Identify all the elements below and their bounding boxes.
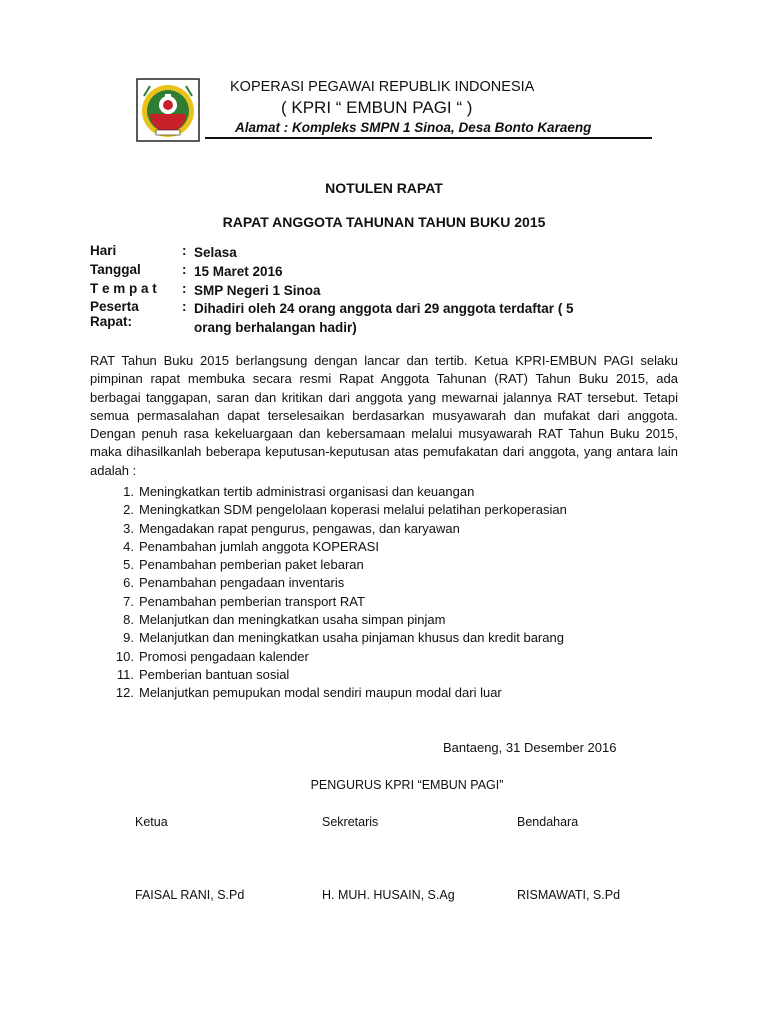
item-text: Meningkatkan SDM pengelolaan koperasi melalui pelatihan perkoperasian bbox=[139, 502, 567, 518]
org-address: Alamat : Kompleks SMPN 1 Sinoa, Desa Bonto Karaeng bbox=[235, 120, 592, 135]
place-date: Bantaeng, 31 Desember 2016 bbox=[443, 740, 617, 755]
list-item bbox=[90, 483, 690, 501]
list-item bbox=[90, 684, 690, 702]
kpri-emblem-icon bbox=[136, 78, 200, 142]
item-number: 3. bbox=[123, 520, 134, 536]
list-item bbox=[90, 666, 690, 684]
item-text: Melanjutkan dan meningkatkan usaha pinjaman khusus dan kredit barang bbox=[139, 630, 564, 646]
item-number: 11. bbox=[116, 666, 134, 682]
signatory-role-bendahara: Bendahara bbox=[517, 815, 579, 829]
info-row-date bbox=[90, 262, 614, 281]
list-item bbox=[90, 593, 690, 611]
item-text: Promosi pengadaan kalender bbox=[139, 648, 309, 664]
document-title: NOTULEN RAPAT bbox=[325, 180, 443, 196]
item-text: Melanjutkan dan meningkatkan usaha simpan pinjam bbox=[139, 612, 446, 628]
list-item bbox=[90, 520, 690, 538]
info-value: Selasa bbox=[194, 245, 237, 260]
item-number: 9. bbox=[123, 630, 134, 646]
body-paragraph: RAT Tahun Buku 2015 berlangsung dengan lancar dan tertib. Ketua KPRI-EMBUN PAGI selaku pimpinan rapat membuka secara resmi Rapat Anggota Tahunan (RAT) Tahun Buku 2015, ada berbagai tanggapan, saran dan kritikan dari anggota yang mewarnai jalannya RAT tersebut. Tetapi semua permasalahan dapat terselesaikan berdasarkan musyawarah dan mufakat dari anggota. Dengan penuh rasa kekeluargaan dan kebersamaan melalui musyawarah RAT Tahun Buku 2015, maka dihasilkanlah beberapa keputusan-keputusan atas pemufakatan dari anggota, yang antara lain adalah : bbox=[90, 353, 678, 478]
signatory-name-sekretaris: H. MUH. HUSAIN, S.Ag bbox=[322, 888, 455, 902]
item-text: Penambahan pemberian transport RAT bbox=[139, 593, 365, 609]
list-item bbox=[90, 556, 690, 574]
info-colon: : bbox=[182, 281, 187, 296]
signatory-role-ketua: Ketua bbox=[135, 815, 168, 829]
list-item bbox=[90, 629, 690, 647]
info-label: Tanggal bbox=[90, 262, 141, 277]
item-number: 8. bbox=[123, 612, 134, 628]
item-number: 7. bbox=[123, 593, 134, 609]
item-number: 5. bbox=[123, 557, 134, 573]
item-number: 2. bbox=[123, 502, 134, 518]
item-number: 6. bbox=[123, 575, 134, 591]
item-text: Meningkatkan tertib administrasi organisasi dan keuangan bbox=[139, 484, 475, 499]
org-short-name: ( KPRI “ EMBUN PAGI “ ) bbox=[281, 98, 473, 117]
signatory-name-ketua: FAISAL RANI, S.Pd bbox=[135, 888, 245, 902]
org-name: KOPERASI PEGAWAI REPUBLIK INDONESIA bbox=[230, 79, 535, 95]
list-item bbox=[90, 538, 690, 556]
item-text: Penambahan jumlah anggota KOPERASI bbox=[139, 538, 379, 554]
list-item bbox=[90, 611, 690, 629]
item-text: Penambahan pemberian paket lebaran bbox=[139, 557, 364, 573]
info-label: Hari bbox=[90, 243, 117, 258]
document-subtitle: RAPAT ANGGOTA TAHUNAN TAHUN BUKU 2015 bbox=[222, 214, 546, 230]
info-colon: : bbox=[182, 299, 187, 314]
info-colon: : bbox=[182, 262, 187, 277]
header-divider bbox=[205, 137, 652, 139]
list-item bbox=[90, 648, 690, 666]
item-text: Melanjutkan pemupukan modal sendiri maupun modal dari luar bbox=[139, 685, 502, 701]
info-row-place bbox=[90, 281, 614, 300]
decisions-list bbox=[90, 483, 690, 703]
list-item bbox=[90, 574, 690, 592]
item-number: 10. bbox=[115, 648, 134, 664]
item-number: 4. bbox=[123, 538, 134, 554]
item-text: Pemberian bantuan sosial bbox=[139, 666, 290, 682]
info-value: 15 Maret 2016 bbox=[194, 264, 283, 279]
item-text: Penambahan pengadaan inventaris bbox=[139, 575, 345, 591]
signatory-role-sekretaris: Sekretaris bbox=[322, 815, 379, 829]
item-number: 12. bbox=[115, 685, 134, 701]
info-row-day bbox=[90, 243, 614, 262]
list-item bbox=[90, 501, 690, 519]
signatory-name-bendahara: RISMAWATI, S.Pd bbox=[517, 888, 621, 902]
board-title: PENGURUS KPRI “EMBUN PAGI” bbox=[310, 778, 504, 792]
info-label: Peserta Rapat: bbox=[90, 299, 139, 329]
info-value: Dihadiri oleh 24 orang anggota dari 29 anggota terdaftar ( 5 orang berhalangan hadir) bbox=[194, 301, 574, 335]
info-value: SMP Negeri 1 Sinoa bbox=[194, 283, 321, 298]
item-number: 1. bbox=[123, 484, 134, 499]
item-text: Mengadakan rapat pengurus, pengawas, dan karyawan bbox=[139, 520, 460, 536]
info-colon: : bbox=[182, 243, 187, 258]
info-label: T e m p a t bbox=[90, 281, 157, 296]
info-row-participants bbox=[90, 299, 614, 337]
